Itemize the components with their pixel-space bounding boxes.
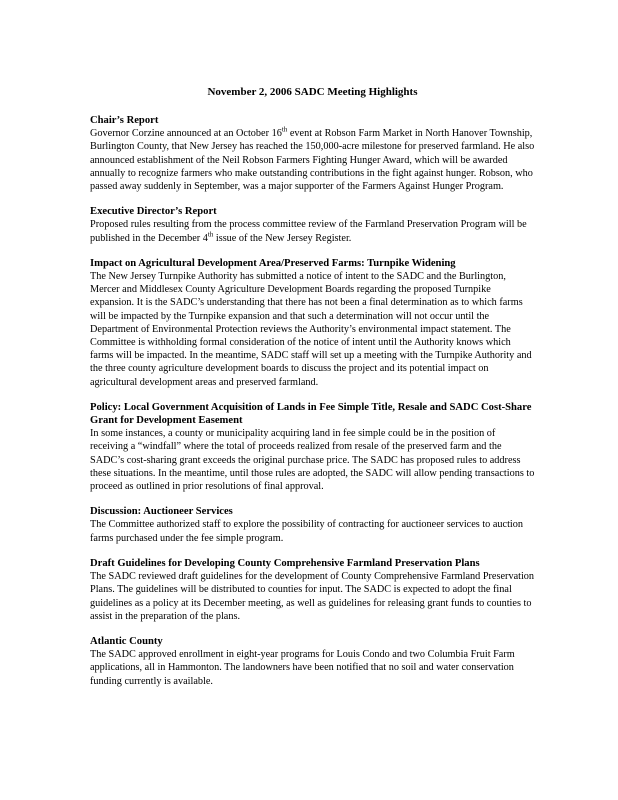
section-auctioneer-services [90,505,535,545]
ordinal-suffix: th [207,230,214,239]
section-heading: Discussion: Auctioneer Services [90,506,233,518]
section-body: The New Jersey Turnpike Authority has submitted a notice of intent to the SADC and the Burlington, Mercer and Middlesex County Agriculture Development Boards regarding the proposed Turnpike expansion. It is the SADC’s understanding that there has not been a final determination as to which farms will be impacted by the Turnpike expansion and that such a determination will not occur until the Department of Environmental Protection reviews the Authority’s environmental impact statement. The Committee is withholding formal consideration of the notice of intent until the Authority knows which farms will be impacted. In the meantime, SADC staff will set up a meeting with the Turnpike Authority and the three county agriculture development boards to discuss the project and its potential impact on agricultural development areas and preserved farmland. [90,271,532,388]
section-body: The SADC approved enrollment in eight-year programs for Louis Condo and two Columbia Fruit Farm applications, all in Hammonton. The landowners have been notified that no soil and water conservation funding currently is available. [90,649,515,687]
section-heading: Policy: Local Government Acquisition of Lands in Fee Simple Title, Resale and SADC Cost-Share Grant for Development Easement [90,401,532,427]
section-draft-guidelines [90,557,535,623]
body-text: issue of the New Jersey Register. [213,232,352,244]
document-title: November 2, 2006 SADC Meeting Highlights [207,86,418,98]
section-atlantic-county [90,635,535,688]
body-text: Proposed rules resulting from the process committee review of the Farmland Preservation Program will be published in the December 4 [90,219,527,244]
section-executive-directors-report [90,205,535,245]
document-page [90,85,535,700]
section-body [90,127,535,193]
section-chairs-report [90,114,535,193]
section-fee-simple-policy [90,401,535,493]
section-heading: Executive Director’s Report [90,206,217,218]
body-text: Governor Corzine announced at an October 16 [90,128,282,140]
section-turnpike-widening [90,257,535,389]
section-heading: Draft Guidelines for Developing County Comprehensive Farmland Preservation Plans [90,557,480,569]
ordinal-suffix: th [281,125,288,134]
section-body: In some instances, a county or municipality acquiring land in fee simple could be in the position of receiving a “windfall” where the total of proceeds realized from resale of the preserved farm and the SADC’s cost-sharing grant exceeds the original purchase price. The SADC has proposed rules to address these situations. In the meantime, until those rules are adopted, the SADC will allow pending transactions to proceed as outlined in prior resolutions of final approval. [90,428,535,493]
section-body: The Committee authorized staff to explore the possibility of contracting for auctioneer services to auction farms purchased under the fee simple program. [90,519,524,544]
section-heading: Impact on Agricultural Development Area/Preserved Farms: Turnpike Widening [90,257,456,269]
body-text: event at Robson Farm Market in North Hanover Township, Burlington County, that New Jersey has reached the 150,000-acre milestone for preserved farmland. He also announced establishment of the Neil Robson Farmers Fighting Hunger Award, which will be awarded annually to recognize farmers who make outstanding contributions in the fight against hunger. Robson, who passed away suddenly in September, was a major supporter of the Farmers Against Hunger Program. [90,128,535,193]
section-body: The SADC reviewed draft guidelines for the development of County Comprehensive Farmland Preservation Plans. The guidelines will be distributed to counties for input. The SADC is expected to adopt the final guidelines as a policy at its December meeting, as well as guidelines for releasing grant funds to counties to assist in the preparation of the plans. [90,571,535,622]
section-heading: Chair’s Report [90,115,159,126]
section-heading: Atlantic County [90,635,163,647]
section-body [90,218,535,244]
